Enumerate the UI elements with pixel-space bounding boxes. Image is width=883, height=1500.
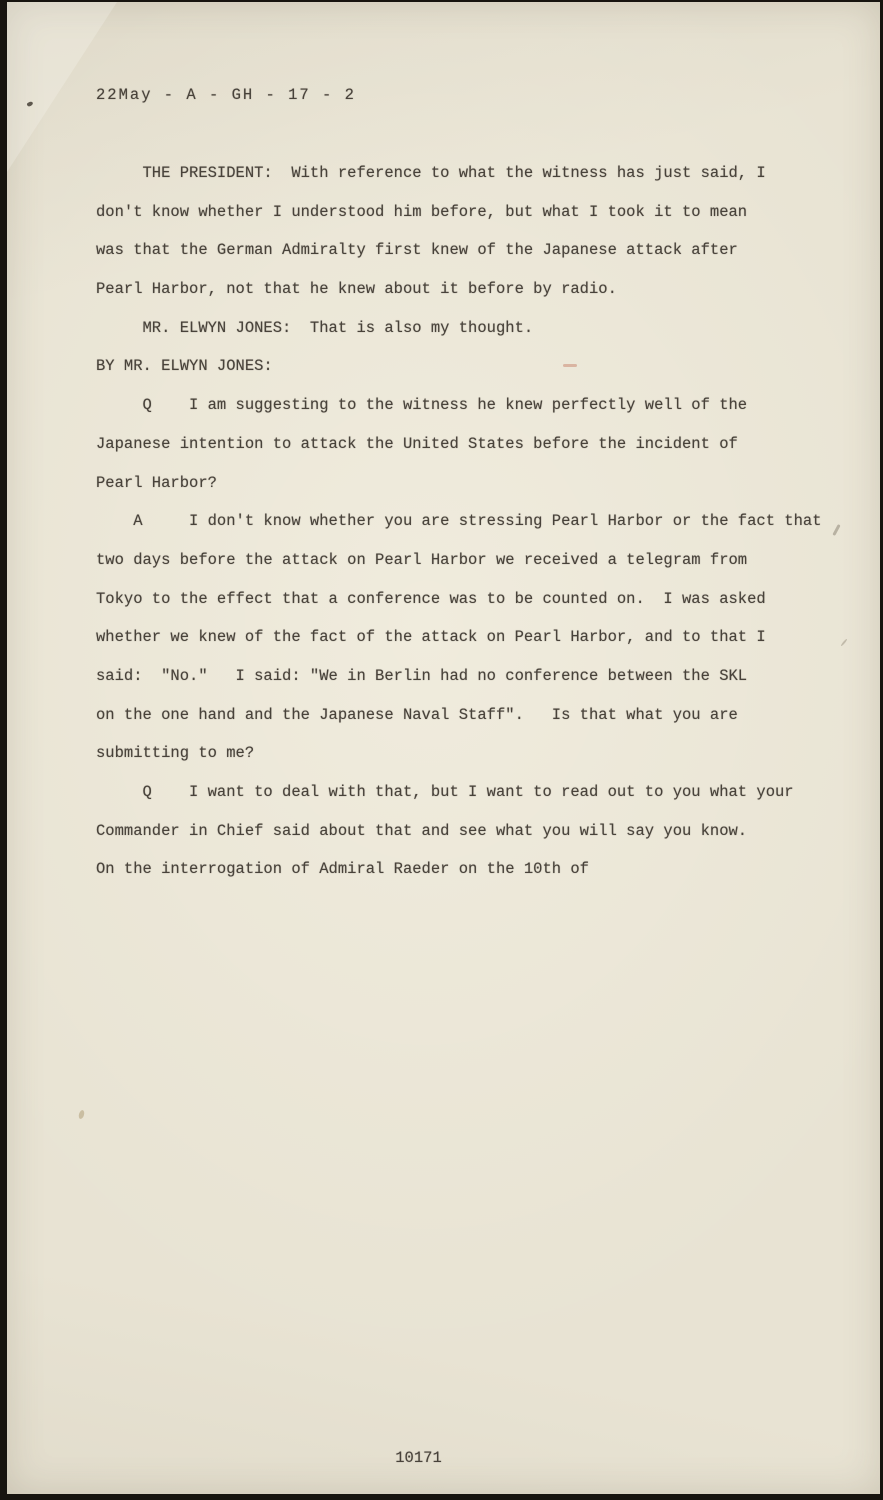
transcript-line: said: "No." I said: "We in Berlin had no conference between the SKL [96, 666, 748, 685]
transcript-line: MR. ELWYN JONES: That is also my thought. [96, 318, 534, 337]
paper-speck [840, 638, 847, 646]
transcript-line: A I don't know whether you are stressing Pearl Harbor or the fact that [96, 512, 822, 531]
transcript-line: was that the German Admiralty first knew of the Japanese attack after [96, 241, 738, 260]
transcript-line: submitting to me? [96, 744, 255, 763]
transcript-line: don't know whether I understood him before, but what I took it to mean [96, 202, 748, 221]
transcript-line: on the one hand and the Japanese Naval Staff". Is that what you are [96, 705, 738, 724]
transcript-line: On the interrogation of Admiral Raeder on the 10th of [96, 860, 589, 879]
transcript-line: Q I want to deal with that, but I want to read out to you what your [96, 783, 794, 801]
transcript-line: THE PRESIDENT: With reference to what the witness has just said, I [96, 164, 766, 182]
transcript-line: whether we knew of the fact of the attack on Pearl Harbor, and to that I [96, 628, 766, 647]
transcript-line: Pearl Harbor, not that he knew about it before by radio. [96, 280, 617, 299]
transcript-line: Pearl Harbor? [96, 473, 217, 492]
document-page [7, 2, 880, 1494]
transcript-line: BY MR. ELWYN JONES: [96, 357, 273, 376]
transcript-line: Q I am suggesting to the witness he knew perfectly well of the [96, 396, 748, 415]
page-header-reference: 22May - A - GH - 17 - 2 [96, 86, 356, 104]
transcript-line: two days before the attack on Pearl Harbor we received a telegram from [96, 550, 748, 569]
transcript-line: Tokyo to the effect that a conference was to be counted on. I was asked [96, 589, 766, 608]
page-number: 10171 [395, 1449, 442, 1467]
transcript-line: Japanese intention to attack the United States before the incident of [96, 434, 738, 453]
transcript [96, 154, 840, 889]
transcript-line: Commander in Chief said about that and see what you will say you know. [96, 821, 748, 840]
paper-speck [78, 1109, 85, 1119]
